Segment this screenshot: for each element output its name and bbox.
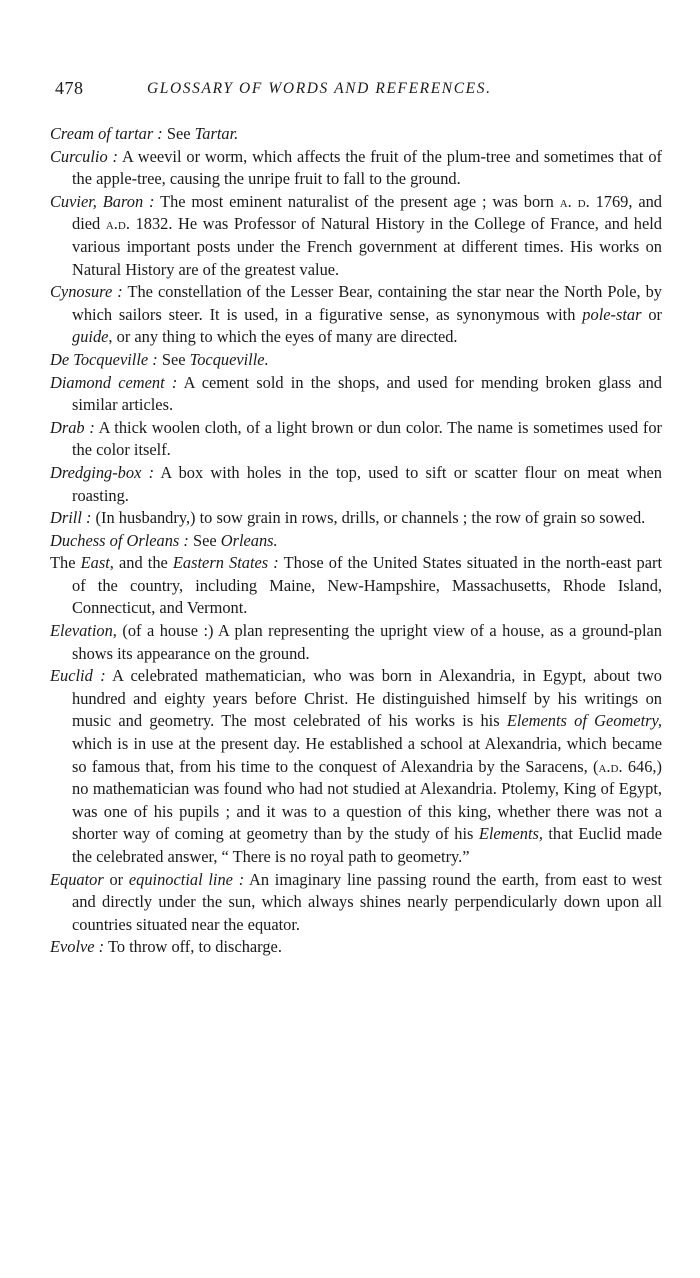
glossary-entry-equator: Equator or equinoctial line : An imaginary line passing round the earth, from east to west and directly under the sun, which always shines nearly perpendicularly down upon all countries situated near the equator. xyxy=(50,869,662,934)
glossary-entry-cuvier-baron: Cuvier, Baron : The most eminent naturalist of the present age ; was born a. d. 1769, and died a.d. 1832. He was Professor of Natural History in the College of France, and held various important posts under the French government at different times. His works on Natural History are of the greatest value. xyxy=(50,191,662,279)
glossary-entry-cynosure: Cynosure : The constellation of the Lesser Bear, containing the star near the North Pole, by which sailors steer. It is used, in a figurative sense, as synonymous with pole-star or guide, or any thing to which the eyes of many are directed. xyxy=(50,282,663,347)
glossary-entry-euclid: Euclid : A celebrated mathematician, who was born in Alexandria, in Egypt, about two hundred and eighty years before Christ. He distinguished himself by his writings on music and geometry. The most celebrated of his works is his Elements of Geometry, which is in use at the present day. He established a school at Alexandria, which became so famous that, from his time to the conquest of Alexandria by the Saracens, (a.d. 646,) no mathematician was found who had not studied at Alexandria. Ptolemy, King of Egypt, was one of his pupils ; and it was to a question of this king, whether there was not a shorter way of coming at geometry than by the study of his Elements, that Euclid made the celebrated answer, “ There is no royal path to geometry.” xyxy=(50,666,663,866)
glossary-entry-east: The East, and the Eastern States : Those of the United States situated in the north-east part of the country, including Maine, New-Hampshire, Massachusetts, Rhode Island, Connecticut, and Vermont. xyxy=(50,553,662,618)
glossary-entry-duchess-of-orleans: Duchess of Orleans : See Orleans. xyxy=(50,530,278,550)
running-title: GLOSSARY OF WORDS AND REFERENCES. xyxy=(147,80,492,97)
glossary-entry-drill: Drill : (In husbandry,) to sow grain in rows, drills, or channels ; the row of grain so sowed. xyxy=(50,508,646,528)
glossary-entry-evolve: Evolve : To throw off, to discharge. xyxy=(50,937,282,957)
glossary-entry-drab: Drab : A thick woolen cloth, of a light brown or dun color. The name is sometimes used for the color itself. xyxy=(50,417,662,460)
glossary-entry-de-tocqueville: De Tocqueville : See Tocqueville. xyxy=(50,349,269,369)
glossary-entry-elevation: Elevation, (of a house :) A plan representing the upright view of a house, as a ground-plan shows its appearance on the ground. xyxy=(50,621,662,663)
glossary-entry-dredging-box: Dredging-box : A box with holes in the top, used to sift or scatter flour on meat when roasting. xyxy=(50,462,662,505)
page-number: 478 xyxy=(55,78,84,98)
glossary-entry-cream-of-tartar: Cream of tartar : See Tartar. xyxy=(50,124,239,143)
glossary-entry-diamond-cement: Diamond cement : A cement sold in the shops, and used for mending broken glass and similar articles. xyxy=(50,372,662,415)
page-header xyxy=(55,78,662,104)
glossary-entries xyxy=(50,123,662,959)
glossary-entry-curculio: Curculio : A weevil or worm, which affects the fruit of the plum-tree and sometimes that of the apple-tree, causing the unripe fruit to fall to the ground. xyxy=(50,146,662,189)
